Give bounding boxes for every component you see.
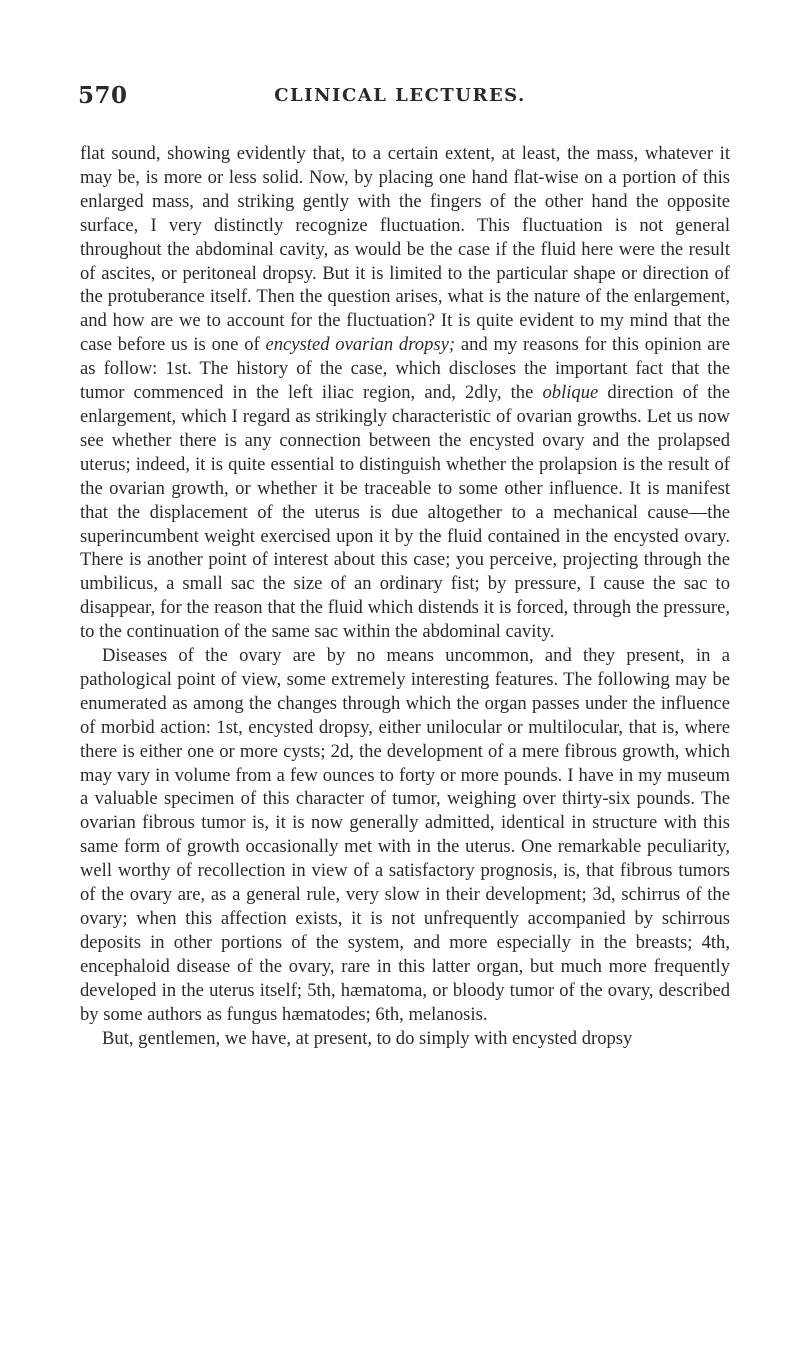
page-header: [0, 82, 800, 112]
body-text: [80, 142, 730, 1050]
paragraph: [80, 644, 730, 1027]
paragraph: [80, 142, 730, 644]
page-number: 570: [78, 82, 128, 109]
paragraph-1-italic-encysted-ovarian-dropsy: encysted ovarian dropsy;: [265, 334, 456, 356]
paragraph: [80, 1027, 730, 1051]
paragraph-1-text-c: direction of the enlargement, which I regard as strikingly characteristic of ovarian growths. Let us now see whether there is any connection between the encysted ovary and the prolapsed uterus; indeed, it is quite essential to distinguish whether the prolapsion is the result of the ovarian growth, or whether it be traceable to some other influence. It is manifest that the displacement of the uterus is due altogether to a mechanical cause—the superincumbent weight exercised upon it by the fluid contained in the encysted ovary. There is another point of interest about this case; you perceive, projecting through the umbilicus, a small sac the size of an ordinary fist; by pressure, I cause the sac to disappear, for the reason that the fluid which distends it is forced, through the pressure, to the continuation of the same sac within the abdominal cavity.: [80, 382, 730, 643]
running-title: CLINICAL LECTURES.: [274, 85, 526, 106]
paragraph-2-text: Diseases of the ovary are by no means uncommon, and they present, in a pathological point of view, some extremely interesting features. The following may be enumerated as among the changes through which the organ passes under the influence of morbid action: 1st, encysted dropsy, either unilocular or multilocular, that is, where there is either one or more cysts; 2d, the development of a mere fibrous growth, which may vary in volume from a few ounces to forty or more pounds. I have in my museum a valuable specimen of this character of tumor, weighing over thirty-six pounds. The ovarian fibrous tumor is, it is now generally admitted, identical in structure with this same form of growth occasionally met with in the uterus. One remarkable peculiarity, well worthy of recollection in view of a satisfactory prognosis, is, that fibrous tumors of the ovary are, as a general rule, very slow in their development; 3d, schirrus of the ovary; when this affection exists, it is not unfrequently accompanied by schirrous deposits in other portions of the system, and more especially in the breasts; 4th, encephaloid disease of the ovary, rare in this latter organ, but much more frequently developed in the uterus itself; 5th, hæmatoma, or bloody tumor of the ovary, described by some authors as fungus hæmatodes; 6th, melanosis.: [80, 645, 730, 1025]
paragraph-1-italic-oblique: oblique: [542, 382, 599, 404]
paragraph-1-text-b: and my reasons for this opinion are as follow: 1st. The history of the case, which discloses the important fact that the tumor commenced in the left iliac region, and, 2dly, the: [80, 334, 731, 404]
paragraph-3-text: But, gentlemen, we have, at present, to do simply with encysted dropsy: [102, 1027, 633, 1049]
paragraph-1-text-a: flat sound, showing evidently that, to a certain extent, at least, the mass, whatever it may be, is more or less solid. Now, by placing one hand flat-wise on a portion of this enlarged mass, and striking gently with the fingers of the other hand the opposite surface, I very distinctly recognize fluctuation. This fluctuation is not general throughout the abdominal cavity, as would be the case if the fluid here were the result of ascites, or peritoneal dropsy. But it is limited to the particular shape or direction of the protuberance itself. Then the question arises, what is the nature of the enlargement, and how are we to account for the fluctuation? It is quite evident to my mind that the case before us is one of: [80, 143, 730, 356]
